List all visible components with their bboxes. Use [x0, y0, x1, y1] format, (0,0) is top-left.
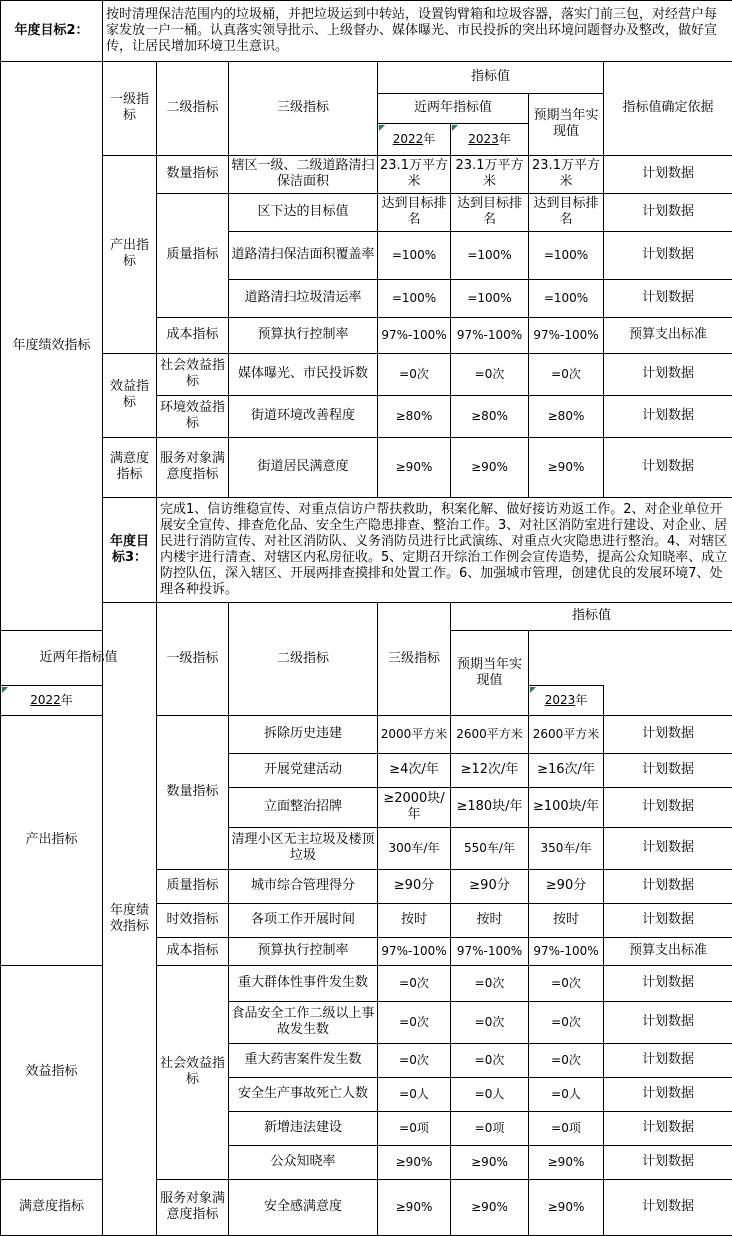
- table-cell: 重大群体性事件发生数: [229, 965, 378, 1001]
- table-cell: 城市综合管理得分: [229, 869, 378, 903]
- t1-social: 社会效益指标: [157, 353, 229, 395]
- table-cell: ≥2000块/年: [378, 787, 451, 827]
- goal2-text: 按时清理保洁范围内的垃圾桶，并把垃圾运到中转站，设置钩臂箱和垃圾容器，落实门前三包，对经营户每家发放一户一桶。认真落实领导批示、上级督办、媒体曝光、市民投拆的突出环境问题督办及整改，做好宣传，让居民增加环境卫生意识。: [103, 1, 732, 62]
- table-cell: =0次: [378, 965, 451, 1001]
- table-cell: 达到目标排名: [451, 193, 529, 231]
- table-cell: 计划数据: [604, 353, 732, 395]
- t2-h-expected: 预期当年实现值: [451, 630, 529, 715]
- table-cell: 计划数据: [604, 1145, 732, 1179]
- table-cell: ≥90%: [529, 1179, 604, 1235]
- table-cell: 媒体曝光、市民投诉数: [229, 353, 378, 395]
- t2-h-recent: 近两年指标值: [1, 630, 157, 685]
- table-cell: ≥80%: [529, 395, 604, 437]
- table-cell: 计划数据: [604, 903, 732, 937]
- table-cell: =100%: [529, 279, 604, 317]
- table-cell: ≥80%: [378, 395, 451, 437]
- table-cell: 重大药害案件发生数: [229, 1043, 378, 1077]
- table-cell: =0次: [378, 1043, 451, 1077]
- table-cell: =100%: [451, 279, 529, 317]
- table-cell: 23.1万平方米: [529, 155, 604, 193]
- table-cell: 各项工作开展时间: [229, 903, 378, 937]
- t1-h-level3: 三级指标: [229, 61, 378, 155]
- green-triangle-icon: [2, 687, 8, 693]
- table-cell: 计划数据: [604, 437, 732, 497]
- table-cell: 2600平方米: [529, 715, 604, 753]
- goal3-label: 年度目标3：: [103, 497, 157, 602]
- t1-cost: 成本指标: [157, 317, 229, 353]
- table-cell: 立面整治招牌: [229, 787, 378, 827]
- table-cell: 计划数据: [604, 1001, 732, 1043]
- t1-quantity: 数量指标: [157, 155, 229, 193]
- t1-h-basis: 指标值确定依据: [604, 61, 732, 155]
- table-cell: ≥90%: [529, 1145, 604, 1179]
- t1-h-year2: 2023年: [451, 123, 529, 155]
- table-cell: =0次: [529, 353, 604, 395]
- t2-output: 产出指标: [1, 715, 103, 965]
- t1-h-expected: 预期当年实现值: [529, 93, 604, 155]
- table-cell: =0项: [378, 1111, 451, 1145]
- t2-h-level1: 一级指标: [157, 602, 229, 715]
- table-cell: 97%-100%: [451, 317, 529, 353]
- t2-social: 社会效益指标: [157, 965, 229, 1179]
- table-cell: 计划数据: [604, 231, 732, 279]
- t1-satisfaction: 满意度指标: [103, 437, 157, 497]
- table-cell: ≥12次/年: [451, 753, 529, 787]
- table-cell: ≥90%: [378, 437, 451, 497]
- table-cell: ≥180块/年: [451, 787, 529, 827]
- table-cell: 97%-100%: [529, 937, 604, 965]
- table-cell: 预算执行控制率: [229, 317, 378, 353]
- table-cell: 街道环境改善程度: [229, 395, 378, 437]
- table-cell: 300车/年: [378, 827, 451, 869]
- table-cell: =0次: [451, 1043, 529, 1077]
- table-cell: =0次: [529, 1001, 604, 1043]
- table-cell: 计划数据: [604, 827, 732, 869]
- table-cell: =0次: [529, 1043, 604, 1077]
- t1-h-recent: 近两年指标值: [378, 93, 529, 123]
- table-cell: ≥90%: [451, 1179, 529, 1235]
- table-cell: =0次: [451, 353, 529, 395]
- t1-benefit: 效益指标: [103, 353, 157, 437]
- green-triangle-icon: [452, 125, 458, 131]
- table-cell: 计划数据: [604, 1077, 732, 1111]
- table-cell: 按时: [378, 903, 451, 937]
- table-cell: 预算支出标准: [604, 317, 732, 353]
- table-cell: 计划数据: [604, 1179, 732, 1235]
- table-cell: ≥90%: [378, 1145, 451, 1179]
- table-cell: 2000平方米: [378, 715, 451, 753]
- table-cell: 道路清扫保洁面积覆盖率: [229, 231, 378, 279]
- table-cell: ≥90分: [529, 869, 604, 903]
- table-cell: 计划数据: [604, 869, 732, 903]
- table-cell: 达到目标排名: [378, 193, 451, 231]
- table-cell: 安全生产事故死亡人数: [229, 1077, 378, 1111]
- green-triangle-icon: [379, 125, 385, 131]
- table-cell: 预算支出标准: [604, 937, 732, 965]
- t2-service: 服务对象满意度指标: [157, 1179, 229, 1235]
- table-cell: 计划数据: [604, 155, 732, 193]
- table-cell: 预算执行控制率: [229, 937, 378, 965]
- table-cell: 计划数据: [604, 1111, 732, 1145]
- t2-satisfaction: 满意度指标: [1, 1179, 103, 1235]
- table-cell: =0人: [451, 1077, 529, 1111]
- table-cell: 按时: [529, 903, 604, 937]
- t2-h-level3: 三级指标: [378, 602, 451, 715]
- t1-h-level1: 一级指标: [103, 61, 157, 155]
- table-cell: 计划数据: [604, 279, 732, 317]
- table-cell: 计划数据: [604, 965, 732, 1001]
- table-cell: ≥90%: [529, 437, 604, 497]
- perf-label-1: 年度绩效指标: [1, 61, 103, 630]
- t2-h-year1: 2022年: [1, 685, 103, 715]
- table-cell: 97%-100%: [451, 937, 529, 965]
- table-cell: 23.1万平方米: [378, 155, 451, 193]
- table-cell: =0项: [451, 1111, 529, 1145]
- table-cell: 97%-100%: [529, 317, 604, 353]
- perf-label-2: 年度绩效指标: [103, 602, 157, 1235]
- table-cell: =100%: [451, 231, 529, 279]
- table-cell: 2600平方米: [451, 715, 529, 753]
- t2-h-level2: 二级指标: [229, 602, 378, 715]
- table-cell: 350车/年: [529, 827, 604, 869]
- table-cell: ≥90分: [451, 869, 529, 903]
- indicator-table: [0, 61, 732, 1236]
- table-cell: 计划数据: [604, 1043, 732, 1077]
- t2-benefit: 效益指标: [1, 965, 103, 1179]
- table-cell: =0次: [529, 965, 604, 1001]
- table-cell: =100%: [529, 231, 604, 279]
- table-cell: =0次: [378, 1001, 451, 1043]
- table-cell: 安全感满意度: [229, 1179, 378, 1235]
- table-cell: =0项: [529, 1111, 604, 1145]
- table-cell: 辖区一级、二级道路清扫保洁面积: [229, 155, 378, 193]
- table-cell: 街道居民满意度: [229, 437, 378, 497]
- table-cell: =0次: [378, 353, 451, 395]
- table-cell: ≥100块/年: [529, 787, 604, 827]
- table-cell: =100%: [378, 279, 451, 317]
- table-cell: 550车/年: [451, 827, 529, 869]
- table-cell: 清理小区无主垃圾及楼顶垃圾: [229, 827, 378, 869]
- t2-cost: 成本指标: [157, 937, 229, 965]
- t1-output: 产出指标: [103, 155, 157, 353]
- table-cell: 97%-100%: [378, 937, 451, 965]
- goal2-label: 年度目标2：: [1, 1, 103, 62]
- table-cell: 97%-100%: [378, 317, 451, 353]
- t1-h-level2: 二级指标: [157, 61, 229, 155]
- table-cell: =0次: [451, 1001, 529, 1043]
- table-cell: 新增违法建设: [229, 1111, 378, 1145]
- t1-h-indicator-value: 指标值: [378, 61, 604, 93]
- table-cell: 23.1万平方米: [451, 155, 529, 193]
- table-cell: 道路清扫垃圾清运率: [229, 279, 378, 317]
- table-cell: 计划数据: [604, 787, 732, 827]
- table-cell: =0人: [529, 1077, 604, 1111]
- table-cell: =0人: [378, 1077, 451, 1111]
- table-cell: ≥90分: [378, 869, 451, 903]
- t2-quantity: 数量指标: [157, 715, 229, 869]
- table-cell: ≥80%: [451, 395, 529, 437]
- table-cell: 计划数据: [604, 193, 732, 231]
- t1-quality: 质量指标: [157, 193, 229, 317]
- table-cell: 按时: [451, 903, 529, 937]
- table-cell: ≥90%: [378, 1179, 451, 1235]
- table-cell: =0次: [451, 965, 529, 1001]
- table-cell: ≥90%: [451, 1145, 529, 1179]
- table-cell: 拆除历史违建: [229, 715, 378, 753]
- t2-timeliness: 时效指标: [157, 903, 229, 937]
- table-cell: 开展党建活动: [229, 753, 378, 787]
- green-triangle-icon: [530, 687, 536, 693]
- t1-env: 环境效益指标: [157, 395, 229, 437]
- t1-h-year1: 2022年: [378, 123, 451, 155]
- table-cell: 计划数据: [604, 395, 732, 437]
- table-cell: ≥90%: [451, 437, 529, 497]
- table-cell: ≥16次/年: [529, 753, 604, 787]
- table-cell: 计划数据: [604, 753, 732, 787]
- table-cell: 达到目标排名: [529, 193, 604, 231]
- table-cell: 食品安全工作二级以上事故发生数: [229, 1001, 378, 1043]
- table-cell: 区下达的目标值: [229, 193, 378, 231]
- t2-h-indicator-value: 指标值: [451, 602, 732, 630]
- table-cell: 公众知晓率: [229, 1145, 378, 1179]
- table-cell: ≥4次/年: [378, 753, 451, 787]
- t2-h-year2: 2023年: [529, 685, 604, 715]
- t2-quality: 质量指标: [157, 869, 229, 903]
- t1-service: 服务对象满意度指标: [157, 437, 229, 497]
- table-cell: 计划数据: [604, 715, 732, 753]
- goal3-text: 完成1、信访维稳宣传、对重点信访户帮扶救助，积案化解、做好接访劝返工作。2、对企业单位开展安全宣传、排查危化品、安全生产隐患排查、整治工作。3、对社区消防室进行建设、对企业、居民进行消防宣传、对社区消防队、义务消防员进行比武演练、对重点火灾隐患进行整治。4、对辖区内楼宇进行清查、对辖区内私房征收。5、定期召开综治工作例会宣传造势，提高公众知晓率、成立防控队伍，深入辖区、开展两排查摸排和处置工作。6、加强城市管理，创建优良的发展环境7、处理各种投诉。: [157, 497, 732, 602]
- table-cell: =100%: [378, 231, 451, 279]
